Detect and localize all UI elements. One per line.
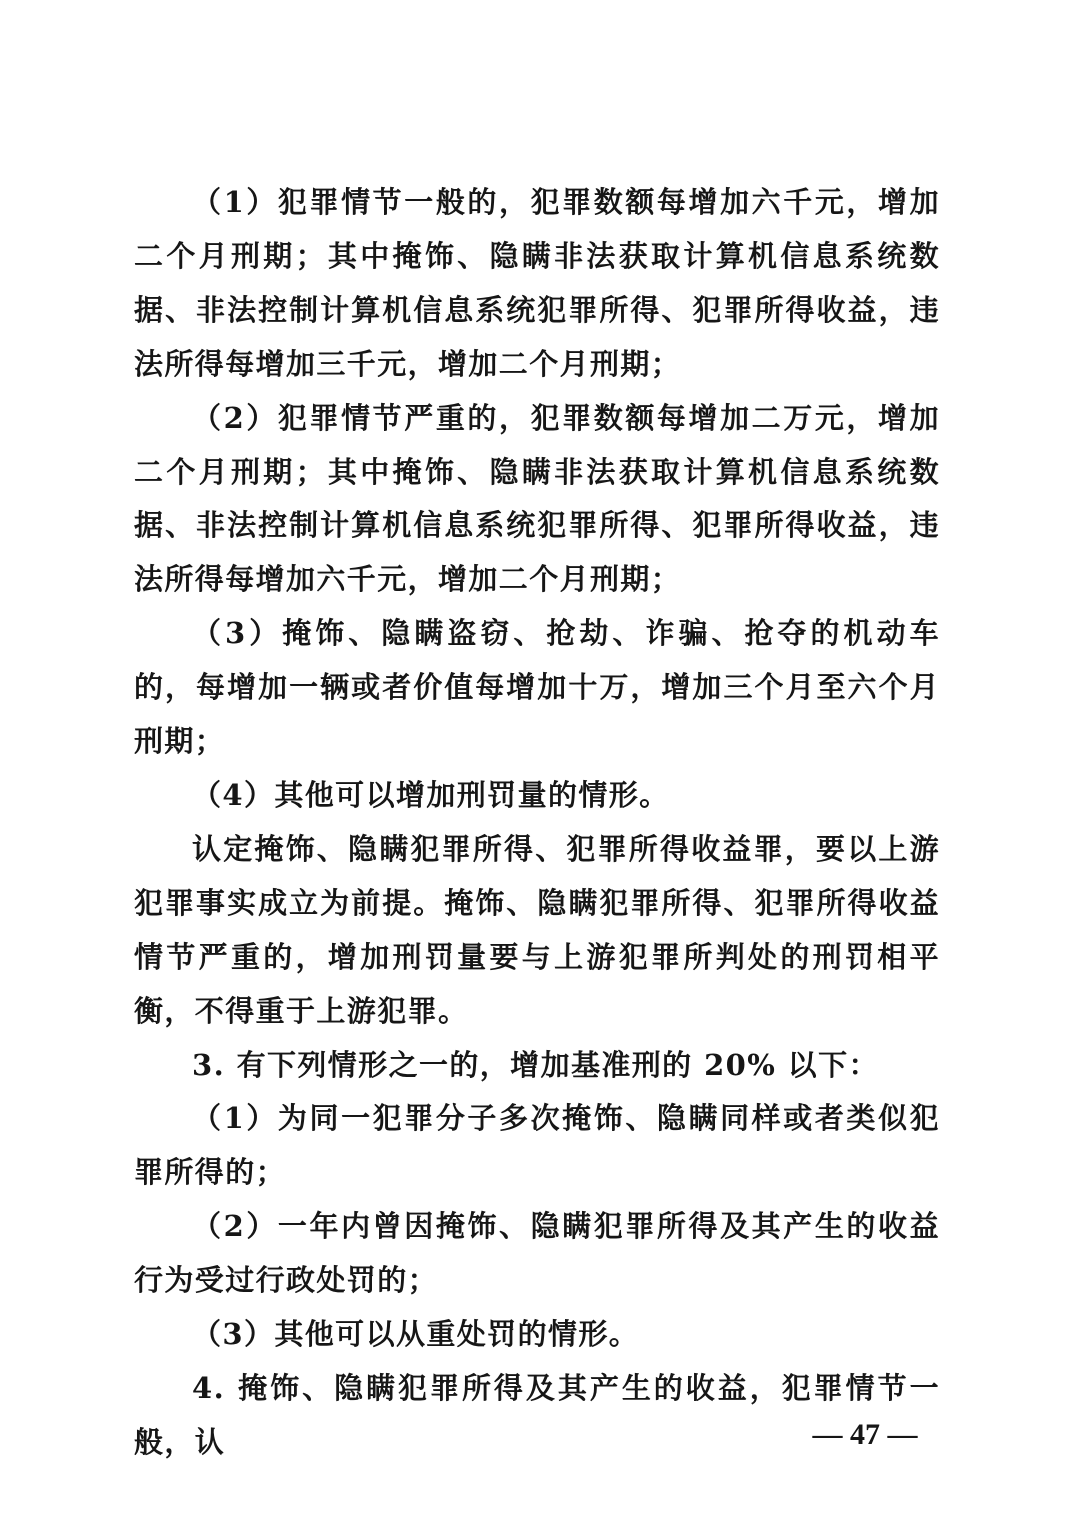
paragraph: （3）其他可以从重处罚的情形。	[192, 1317, 640, 1352]
paragraph: （2）犯罪情节严重的，犯罪数额每增加二万元，增加二个月刑期；其中掩饰、隐瞒非法获取计算机信息系统数据、非法控制计算机信息系统犯罪所得、犯罪所得收益，违法所得每增加六千元，增加二个月刑期；	[134, 400, 940, 597]
paragraph: （4）其他可以增加刑罚量的情形。	[192, 777, 670, 812]
paragraph: （2）一年内曾因掩饰、隐瞒犯罪所得及其产生的收益行为受过行政处罚的；	[134, 1209, 940, 1298]
paragraph: 3. 有下列情形之一的，增加基准刑的 20% 以下：	[192, 1047, 879, 1082]
paragraph: （1）犯罪情节一般的，犯罪数额每增加六千元，增加二个月刑期；其中掩饰、隐瞒非法获取计算机信息系统数据、非法控制计算机信息系统犯罪所得、犯罪所得收益，违法所得每增加三千元，增加二个月刑期；	[134, 185, 940, 381]
document-body	[134, 176, 940, 1470]
paragraph: （3）掩饰、隐瞒盗窃、抢劫、诈骗、抢夺的机动车的，每增加一辆或者价值每增加十万，增加三个月至六个月刑期；	[134, 616, 940, 759]
paragraph: 4. 掩饰、隐瞒犯罪所得及其产生的收益，犯罪情节一般，认	[134, 1370, 940, 1459]
paragraph: 认定掩饰、隐瞒犯罪所得、犯罪所得收益罪，要以上游犯罪事实成立为前提。掩饰、隐瞒犯罪所得、犯罪所得收益情节严重的，增加刑罚量要与上游犯罪所判处的刑罚相平衡，不得重于上游犯罪。	[134, 831, 940, 1028]
paragraph: （1）为同一犯罪分子多次掩饰、隐瞒同样或者类似犯罪所得的；	[134, 1101, 940, 1190]
page-number: — 47 —	[812, 1418, 918, 1451]
